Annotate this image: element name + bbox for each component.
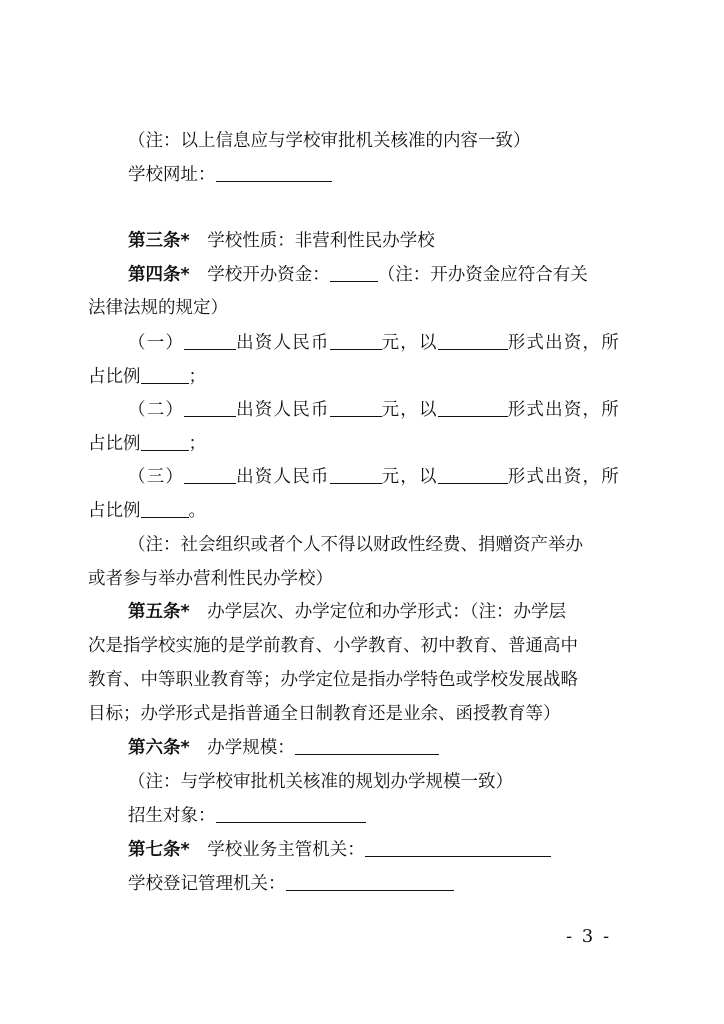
funding-restriction-note: （注：社会组织或者个人不得以财政性经费、捐赠资产举办: [128, 535, 583, 555]
article-7: [128, 838, 551, 862]
ratio-blank-2[interactable]: [141, 432, 189, 451]
supervising-authority-blank[interactable]: [365, 838, 551, 857]
article-3: [128, 229, 435, 253]
page-number: - 3 -: [566, 926, 612, 947]
article-4-title: 第四条*: [128, 265, 190, 285]
investor-blank-2[interactable]: [184, 398, 236, 417]
article-5-text: 办学层次、办学定位和办学形式：（注：办学层: [207, 602, 566, 622]
amount-blank-1[interactable]: [330, 331, 382, 350]
investor-blank-3[interactable]: [184, 465, 236, 484]
school-website-line: [128, 163, 332, 187]
article-5-title: 第五条*: [128, 602, 190, 622]
article-4: [128, 263, 588, 287]
registration-authority-label: 学校登记管理机关：: [128, 874, 286, 894]
article-5-line-3: 教育、中等职业教育等；办学定位是指办学特色或学校发展战略: [88, 670, 578, 690]
funding-restriction-note-continuation: 或者参与举办营利性民办学校）: [88, 569, 333, 589]
school-website-blank[interactable]: [216, 163, 332, 182]
scale-consistency-note: （注：与学校审批机关核准的规划办学规模一致）: [128, 772, 513, 792]
article-4-note: （注：开办资金应符合有关: [377, 265, 588, 285]
ratio-blank-1[interactable]: [141, 365, 189, 384]
investor-blank-1[interactable]: [184, 331, 236, 350]
article-6-title: 第六条*: [128, 738, 190, 758]
article-6: [128, 736, 439, 760]
article-7-text: 学校业务主管机关：: [207, 840, 365, 860]
amount-blank-2[interactable]: [330, 398, 382, 417]
form-blank-3[interactable]: [438, 465, 508, 484]
enrollment-target-label: 招生对象：: [128, 806, 216, 826]
article-3-text: 学校性质：非营利性民办学校: [207, 231, 435, 251]
amount-blank-3[interactable]: [330, 465, 382, 484]
article-5-line-4: 目标；办学形式是指普通全日制教育还是业余、函授教育等）: [88, 704, 561, 724]
article-3-title: 第三条*: [128, 231, 190, 251]
registration-authority-line: [128, 872, 454, 896]
contribution-item-3: （三） 出资人民币 元，以 形式出资，所: [128, 467, 620, 487]
startup-funds-blank[interactable]: [330, 263, 378, 282]
enrollment-target-blank[interactable]: [216, 804, 366, 823]
info-consistency-note: （注：以上信息应与学校审批机关核准的内容一致）: [128, 131, 531, 151]
article-5-line-2: 次是指学校实施的是学前教育、小学教育、初中教育、普通高中: [88, 636, 578, 656]
contribution-item-2-ratio: 占比例 ；: [88, 434, 206, 454]
contribution-item-1-ratio: 占比例 ；: [88, 367, 206, 387]
form-blank-1[interactable]: [438, 331, 508, 350]
ratio-blank-3[interactable]: [141, 499, 189, 518]
school-website-label: 学校网址：: [128, 165, 216, 185]
contribution-item-1: （一） 出资人民币 元，以 形式出资，所: [128, 333, 620, 353]
article-7-title: 第七条*: [128, 840, 190, 860]
registration-authority-blank[interactable]: [286, 872, 454, 891]
enrollment-target-line: [128, 804, 366, 828]
article-5: [128, 600, 566, 624]
article-4-continuation: 法律法规的规定）: [88, 298, 228, 318]
contribution-item-3-ratio: 占比例 。: [88, 501, 206, 521]
school-scale-blank[interactable]: [295, 736, 439, 755]
article-6-text: 办学规模：: [207, 738, 295, 758]
contribution-item-2: （二） 出资人民币 元，以 形式出资，所: [128, 400, 620, 420]
form-blank-2[interactable]: [438, 398, 508, 417]
article-4-text: 学校开办资金：: [207, 265, 330, 285]
